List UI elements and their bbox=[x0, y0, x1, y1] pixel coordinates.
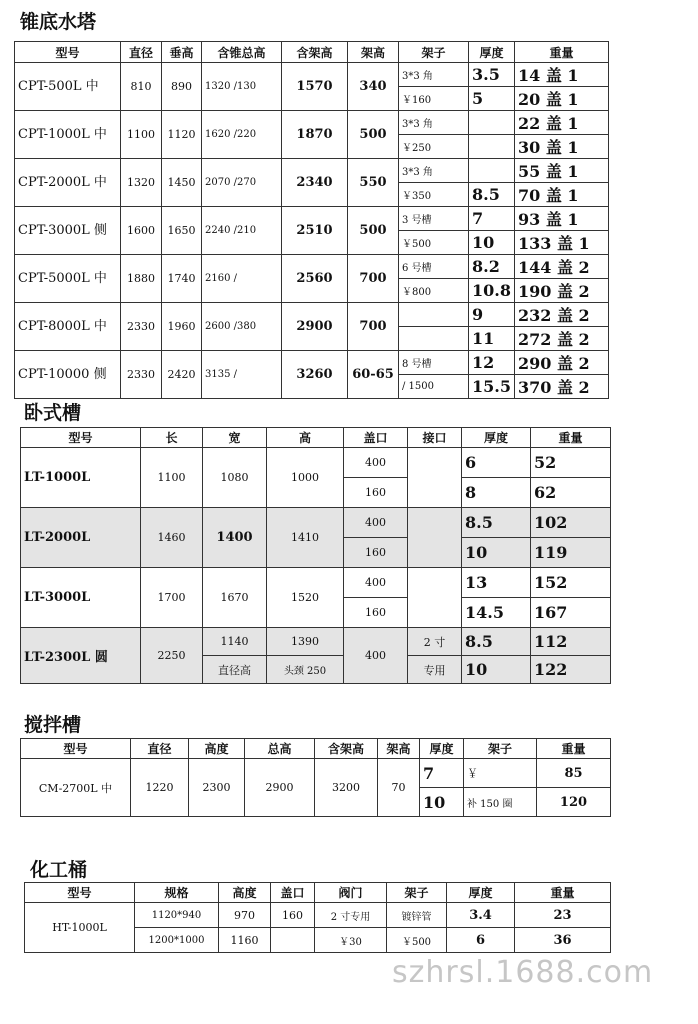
thickness-cell: 10 bbox=[462, 656, 531, 684]
weight-cell: 232 盖 2 bbox=[515, 303, 609, 327]
frame-cell: ￥160 bbox=[399, 87, 469, 111]
thickness-cell: 8.5 bbox=[469, 183, 515, 207]
model-cell: CPT-1000L 中 bbox=[15, 111, 121, 159]
frame-cell: 3*3 角 bbox=[399, 159, 469, 183]
tower-table bbox=[14, 41, 609, 399]
weight-cell: 119 bbox=[531, 538, 611, 568]
frame-height-cell: 2510 bbox=[282, 207, 348, 255]
valve-cell: 2 寸专用 bbox=[315, 903, 387, 928]
frame-cell: 3*3 角 bbox=[399, 63, 469, 87]
col-header: 垂高 bbox=[162, 42, 202, 63]
col-header: 重量 bbox=[537, 739, 611, 759]
tower-section-title: 锥底水塔 bbox=[20, 11, 97, 33]
chemical-header-row bbox=[25, 883, 611, 903]
frame-cell: 3*3 角 bbox=[399, 111, 469, 135]
height-cell: 970 bbox=[219, 903, 271, 928]
length-cell: 1100 bbox=[141, 448, 203, 508]
weight-cell: 133 盖 1 bbox=[515, 231, 609, 255]
frame-cell: 补 150 圈 bbox=[464, 788, 537, 817]
col-header: 架高 bbox=[378, 739, 420, 759]
model-cell: CPT-2000L 中 bbox=[15, 159, 121, 207]
col-header: 高 bbox=[267, 428, 344, 448]
weight-cell: 20 盖 1 bbox=[515, 87, 609, 111]
width-cell: 1400 bbox=[203, 508, 267, 568]
thickness-cell: 6 bbox=[447, 928, 515, 953]
col-header: 规格 bbox=[135, 883, 219, 903]
thickness-cell: 9 bbox=[469, 303, 515, 327]
lid-cell: 160 bbox=[271, 903, 315, 928]
spec-cell: 1120*940 bbox=[135, 903, 219, 928]
model-cell: CPT-5000L 中 bbox=[15, 255, 121, 303]
cone-height-cell: 2240 /210 bbox=[202, 207, 282, 255]
col-header: 型号 bbox=[15, 42, 121, 63]
port-cell bbox=[408, 568, 462, 628]
table-row bbox=[15, 351, 609, 375]
height-cell: 1000 bbox=[267, 448, 344, 508]
col-header: 含架高 bbox=[315, 739, 378, 759]
height-cell: 1160 bbox=[219, 928, 271, 953]
diameter-cell: 1600 bbox=[121, 207, 162, 255]
model-cell: CPT-500L 中 bbox=[15, 63, 121, 111]
rack-height-cell: 700 bbox=[348, 255, 399, 303]
chemical-table bbox=[24, 882, 611, 953]
vertical-height-cell: 1120 bbox=[162, 111, 202, 159]
frame-cell: 3 号槽 bbox=[399, 207, 469, 231]
thickness-cell: 5 bbox=[469, 87, 515, 111]
rack-height-cell: 340 bbox=[348, 63, 399, 111]
frame-cell: 8 号槽 bbox=[399, 351, 469, 375]
table-row bbox=[15, 111, 609, 135]
thickness-cell: 3.4 bbox=[447, 903, 515, 928]
thickness-cell: 15.5 bbox=[469, 375, 515, 399]
tower-header-row bbox=[15, 42, 609, 63]
vertical-height-cell: 1740 bbox=[162, 255, 202, 303]
model-cell: HT-1000L bbox=[25, 903, 135, 953]
col-header: 重量 bbox=[515, 42, 609, 63]
vertical-height-cell: 1450 bbox=[162, 159, 202, 207]
mixing-table bbox=[20, 738, 611, 817]
weight-cell: 36 bbox=[515, 928, 611, 953]
model-cell: LT-2300L 圆 bbox=[21, 628, 141, 684]
vertical-height-cell: 2420 bbox=[162, 351, 202, 399]
model-cell: CPT-10000 侧 bbox=[15, 351, 121, 399]
weight-cell: 55 盖 1 bbox=[515, 159, 609, 183]
thickness-cell: 8.5 bbox=[462, 628, 531, 656]
col-header: 型号 bbox=[21, 739, 131, 759]
frame-cell: ￥250 bbox=[399, 135, 469, 159]
width-cell: 1140 bbox=[203, 628, 267, 656]
lid-cell: 160 bbox=[344, 598, 408, 628]
col-header: 宽 bbox=[203, 428, 267, 448]
thickness-cell: 10.8 bbox=[469, 279, 515, 303]
thickness-cell bbox=[469, 111, 515, 135]
weight-cell: 370 盖 2 bbox=[515, 375, 609, 399]
table-row bbox=[15, 159, 609, 183]
col-header: 架子 bbox=[399, 42, 469, 63]
width-cell: 1670 bbox=[203, 568, 267, 628]
length-cell: 1700 bbox=[141, 568, 203, 628]
thickness-cell: 10 bbox=[420, 788, 464, 817]
thickness-cell: 10 bbox=[462, 538, 531, 568]
weight-cell: 62 bbox=[531, 478, 611, 508]
horizontal-header-row bbox=[21, 428, 611, 448]
frame-cell bbox=[399, 303, 469, 327]
col-header: 长 bbox=[141, 428, 203, 448]
col-header: 厚度 bbox=[469, 42, 515, 63]
horizontal-section-title: 卧式槽 bbox=[24, 402, 82, 424]
thickness-cell: 7 bbox=[420, 759, 464, 788]
frame-cell: ￥350 bbox=[399, 183, 469, 207]
weight-cell: 152 bbox=[531, 568, 611, 598]
thickness-cell bbox=[469, 135, 515, 159]
port-cell: 2 寸 bbox=[408, 628, 462, 656]
model-cell: LT-1000L bbox=[21, 448, 141, 508]
col-header: 直径 bbox=[121, 42, 162, 63]
length-cell: 2250 bbox=[141, 628, 203, 684]
col-header: 型号 bbox=[25, 883, 135, 903]
weight-cell: 122 bbox=[531, 656, 611, 684]
frame-height-cell: 1570 bbox=[282, 63, 348, 111]
chemical-section-title: 化工桶 bbox=[30, 859, 88, 881]
col-header: 高度 bbox=[219, 883, 271, 903]
cone-height-cell: 2160 / bbox=[202, 255, 282, 303]
weight-cell: 52 bbox=[531, 448, 611, 478]
frame-cell bbox=[399, 327, 469, 351]
table-row bbox=[15, 207, 609, 231]
width-note-cell: 直径高 bbox=[203, 656, 267, 684]
frame-cell: ￥800 bbox=[399, 279, 469, 303]
thickness-cell: 7 bbox=[469, 207, 515, 231]
diameter-cell: 2330 bbox=[121, 303, 162, 351]
port-cell bbox=[408, 508, 462, 568]
weight-cell: 22 盖 1 bbox=[515, 111, 609, 135]
thickness-cell: 3.5 bbox=[469, 63, 515, 87]
thickness-cell: 8.5 bbox=[462, 508, 531, 538]
diameter-cell: 2330 bbox=[121, 351, 162, 399]
table-row bbox=[21, 759, 611, 788]
frame-height-cell: 2560 bbox=[282, 255, 348, 303]
model-cell: CM-2700L 中 bbox=[21, 759, 131, 817]
col-header: 重量 bbox=[531, 428, 611, 448]
col-header: 阀门 bbox=[315, 883, 387, 903]
diameter-cell: 1320 bbox=[121, 159, 162, 207]
col-header: 架高 bbox=[348, 42, 399, 63]
rack-height-cell: 500 bbox=[348, 207, 399, 255]
width-cell: 1080 bbox=[203, 448, 267, 508]
col-header: 架子 bbox=[387, 883, 447, 903]
watermark: szhrsl.1688.com bbox=[392, 955, 654, 990]
diameter-cell: 1880 bbox=[121, 255, 162, 303]
weight-cell: 167 bbox=[531, 598, 611, 628]
col-header: 盖口 bbox=[271, 883, 315, 903]
vertical-height-cell: 1960 bbox=[162, 303, 202, 351]
thickness-cell: 14.5 bbox=[462, 598, 531, 628]
weight-cell: 290 盖 2 bbox=[515, 351, 609, 375]
lid-cell: 400 bbox=[344, 448, 408, 478]
frame-cell: ￥500 bbox=[387, 928, 447, 953]
rack-height-cell: 700 bbox=[348, 303, 399, 351]
cone-height-cell: 2600 /380 bbox=[202, 303, 282, 351]
frame-cell: 镀锌管 bbox=[387, 903, 447, 928]
weight-cell: 23 bbox=[515, 903, 611, 928]
rack-height-cell: 60-65 bbox=[348, 351, 399, 399]
lid-cell: 160 bbox=[344, 538, 408, 568]
col-header: 厚度 bbox=[447, 883, 515, 903]
table-row bbox=[15, 255, 609, 279]
table-row bbox=[25, 903, 611, 928]
thickness-cell: 10 bbox=[469, 231, 515, 255]
col-header: 接口 bbox=[408, 428, 462, 448]
weight-cell: 102 bbox=[531, 508, 611, 538]
col-header: 厚度 bbox=[420, 739, 464, 759]
valve-cell: ￥30 bbox=[315, 928, 387, 953]
weight-cell: 190 盖 2 bbox=[515, 279, 609, 303]
weight-cell: 85 bbox=[537, 759, 611, 788]
weight-cell: 120 bbox=[537, 788, 611, 817]
thickness-cell: 11 bbox=[469, 327, 515, 351]
frame-height-cell: 3200 bbox=[315, 759, 378, 817]
frame-cell: / 1500 bbox=[399, 375, 469, 399]
height-cell: 1520 bbox=[267, 568, 344, 628]
col-header: 型号 bbox=[21, 428, 141, 448]
col-header: 厚度 bbox=[462, 428, 531, 448]
height-cell: 1390 bbox=[267, 628, 344, 656]
col-header: 高度 bbox=[189, 739, 245, 759]
col-header: 含架高 bbox=[282, 42, 348, 63]
rack-height-cell: 500 bbox=[348, 111, 399, 159]
model-cell: CPT-3000L 侧 bbox=[15, 207, 121, 255]
lid-cell: 400 bbox=[344, 628, 408, 684]
frame-height-cell: 2340 bbox=[282, 159, 348, 207]
thickness-cell: 13 bbox=[462, 568, 531, 598]
thickness-cell: 6 bbox=[462, 448, 531, 478]
cone-height-cell: 3135 / bbox=[202, 351, 282, 399]
col-header: 架子 bbox=[464, 739, 537, 759]
mixing-section-title: 搅拌槽 bbox=[24, 714, 82, 736]
weight-cell: 112 bbox=[531, 628, 611, 656]
model-cell: LT-3000L bbox=[21, 568, 141, 628]
col-header: 重量 bbox=[515, 883, 611, 903]
frame-height-cell: 2900 bbox=[282, 303, 348, 351]
thickness-cell: 8.2 bbox=[469, 255, 515, 279]
weight-cell: 272 盖 2 bbox=[515, 327, 609, 351]
table-row bbox=[15, 303, 609, 327]
height-cell: 1410 bbox=[267, 508, 344, 568]
weight-cell: 144 盖 2 bbox=[515, 255, 609, 279]
port-cell bbox=[408, 448, 462, 508]
weight-cell: 14 盖 1 bbox=[515, 63, 609, 87]
table-row bbox=[21, 508, 611, 538]
rack-height-cell: 70 bbox=[378, 759, 420, 817]
col-header: 盖口 bbox=[344, 428, 408, 448]
model-cell: LT-2000L bbox=[21, 508, 141, 568]
lid-cell: 400 bbox=[344, 568, 408, 598]
diameter-cell: 810 bbox=[121, 63, 162, 111]
weight-cell: 30 盖 1 bbox=[515, 135, 609, 159]
length-cell: 1460 bbox=[141, 508, 203, 568]
frame-cell: 6 号槽 bbox=[399, 255, 469, 279]
cone-height-cell: 2070 /270 bbox=[202, 159, 282, 207]
weight-cell: 70 盖 1 bbox=[515, 183, 609, 207]
table-row bbox=[15, 63, 609, 87]
frame-cell: ￥ bbox=[464, 759, 537, 788]
thickness-cell: 12 bbox=[469, 351, 515, 375]
horizontal-table bbox=[20, 427, 611, 684]
frame-cell: ￥500 bbox=[399, 231, 469, 255]
frame-height-cell: 3260 bbox=[282, 351, 348, 399]
model-cell: CPT-8000L 中 bbox=[15, 303, 121, 351]
spec-cell: 1200*1000 bbox=[135, 928, 219, 953]
thickness-cell bbox=[469, 159, 515, 183]
diameter-cell: 1100 bbox=[121, 111, 162, 159]
height-note-cell: 头颈 250 bbox=[267, 656, 344, 684]
table-row bbox=[21, 568, 611, 598]
table-row bbox=[21, 628, 611, 656]
lid-cell: 160 bbox=[344, 478, 408, 508]
table-row bbox=[21, 448, 611, 478]
frame-height-cell: 1870 bbox=[282, 111, 348, 159]
col-header: 直径 bbox=[131, 739, 189, 759]
height-cell: 2300 bbox=[189, 759, 245, 817]
col-header: 总高 bbox=[245, 739, 315, 759]
thickness-cell: 8 bbox=[462, 478, 531, 508]
mixing-header-row bbox=[21, 739, 611, 759]
port-cell: 专用 bbox=[408, 656, 462, 684]
cone-height-cell: 1620 /220 bbox=[202, 111, 282, 159]
vertical-height-cell: 890 bbox=[162, 63, 202, 111]
lid-cell bbox=[271, 928, 315, 953]
vertical-height-cell: 1650 bbox=[162, 207, 202, 255]
weight-cell: 93 盖 1 bbox=[515, 207, 609, 231]
diameter-cell: 1220 bbox=[131, 759, 189, 817]
total-height-cell: 2900 bbox=[245, 759, 315, 817]
lid-cell: 400 bbox=[344, 508, 408, 538]
col-header: 含锥总高 bbox=[202, 42, 282, 63]
cone-height-cell: 1320 /130 bbox=[202, 63, 282, 111]
rack-height-cell: 550 bbox=[348, 159, 399, 207]
